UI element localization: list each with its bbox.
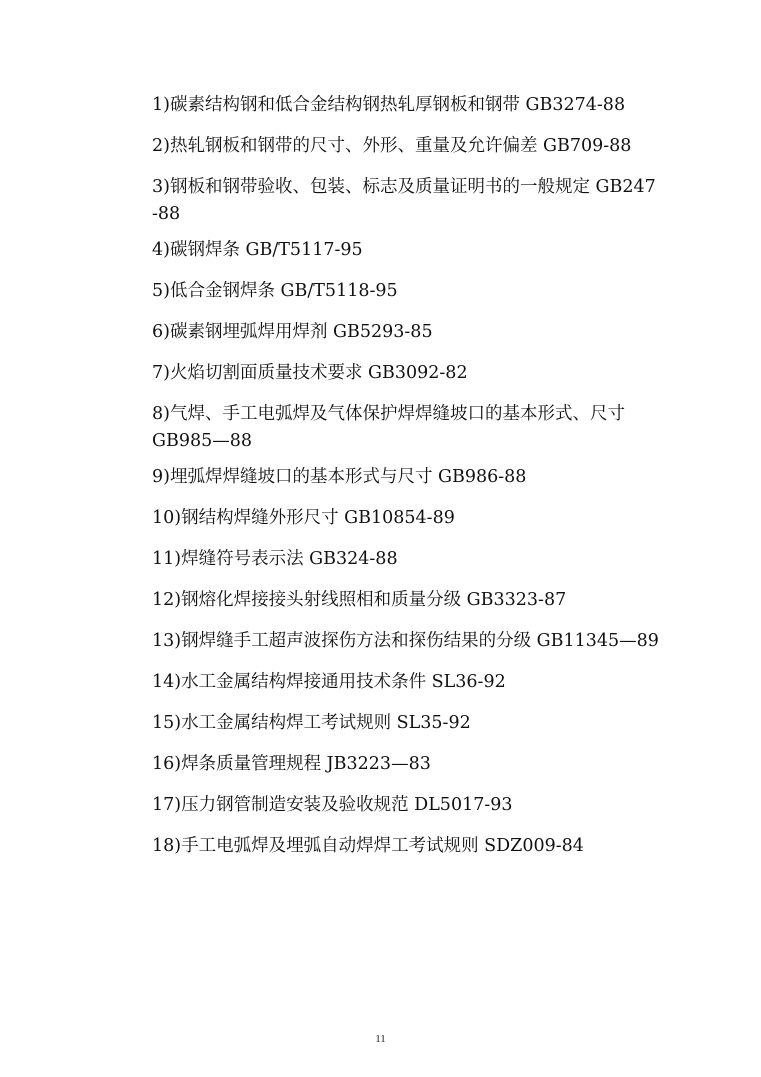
list-item [152, 628, 672, 655]
list-item [152, 319, 672, 346]
list-item-text: 18)手工电弧焊及埋弧自动焊焊工考试规则 SDZ009-84 [152, 836, 584, 856]
list-item-text: 2)热轧钢板和钢带的尺寸、外形、重量及允许偏差 GB709-88 [152, 136, 632, 156]
list-item-text: 3)钢板和钢带验收、包装、标志及质量证明书的一般规定 GB247 [152, 177, 656, 197]
list-item [152, 133, 672, 160]
list-item-text: 13)钢焊缝手工超声波探伤方法和探伤结果的分级 GB11345—89 [152, 631, 659, 651]
list-item [152, 401, 672, 455]
list-item-text: 10)钢结构焊缝外形尺寸 GB10854-89 [152, 508, 455, 528]
list-item-text: 14)水工金属结构焊接通用技术条件 SL36-92 [152, 672, 506, 692]
list-item [152, 546, 672, 573]
list-item [152, 360, 672, 387]
list-item-continuation: -88 [152, 204, 181, 224]
list-item [152, 92, 672, 119]
list-item [152, 669, 672, 696]
list-item [152, 237, 672, 264]
list-item [152, 833, 672, 860]
list-item-text: 7)火焰切割面质量技术要求 GB3092-82 [152, 363, 468, 383]
list-item [152, 278, 672, 305]
list-item [152, 505, 672, 532]
list-item [152, 174, 672, 228]
list-item-text: 5)低合金钢焊条 GB/T5118-95 [152, 281, 398, 301]
standards-list [152, 92, 672, 874]
list-item-text: 8)气焊、手工电弧焊及气体保护焊焊缝坡口的基本形式、尺寸 [152, 404, 625, 424]
list-item-text: 6)碳素钢埋弧焊用焊剂 GB5293-85 [152, 322, 433, 342]
page-number: 11 [375, 1033, 386, 1045]
list-item-text: 12)钢熔化焊接接头射线照相和质量分级 GB3323-87 [152, 590, 567, 610]
list-item-text: 9)埋弧焊焊缝坡口的基本形式与尺寸 GB986-88 [152, 467, 527, 487]
list-item [152, 792, 672, 819]
list-item [152, 464, 672, 491]
list-item-text: 15)水工金属结构焊工考试规则 SL35-92 [152, 713, 471, 733]
list-item [152, 710, 672, 737]
list-item-text: 16)焊条质量管理规程 JB3223—83 [152, 754, 431, 774]
list-item [152, 587, 672, 614]
list-item [152, 751, 672, 778]
list-item-text: 11)焊缝符号表示法 GB324-88 [152, 549, 398, 569]
list-item-text: 17)压力钢管制造安装及验收规范 DL5017-93 [152, 795, 513, 815]
list-item-continuation: GB985—88 [152, 431, 253, 451]
list-item-text: 4)碳钢焊条 GB/T5117-95 [152, 240, 363, 260]
list-item-text: 1)碳素结构钢和低合金结构钢热轧厚钢板和钢带 GB3274-88 [152, 95, 626, 115]
